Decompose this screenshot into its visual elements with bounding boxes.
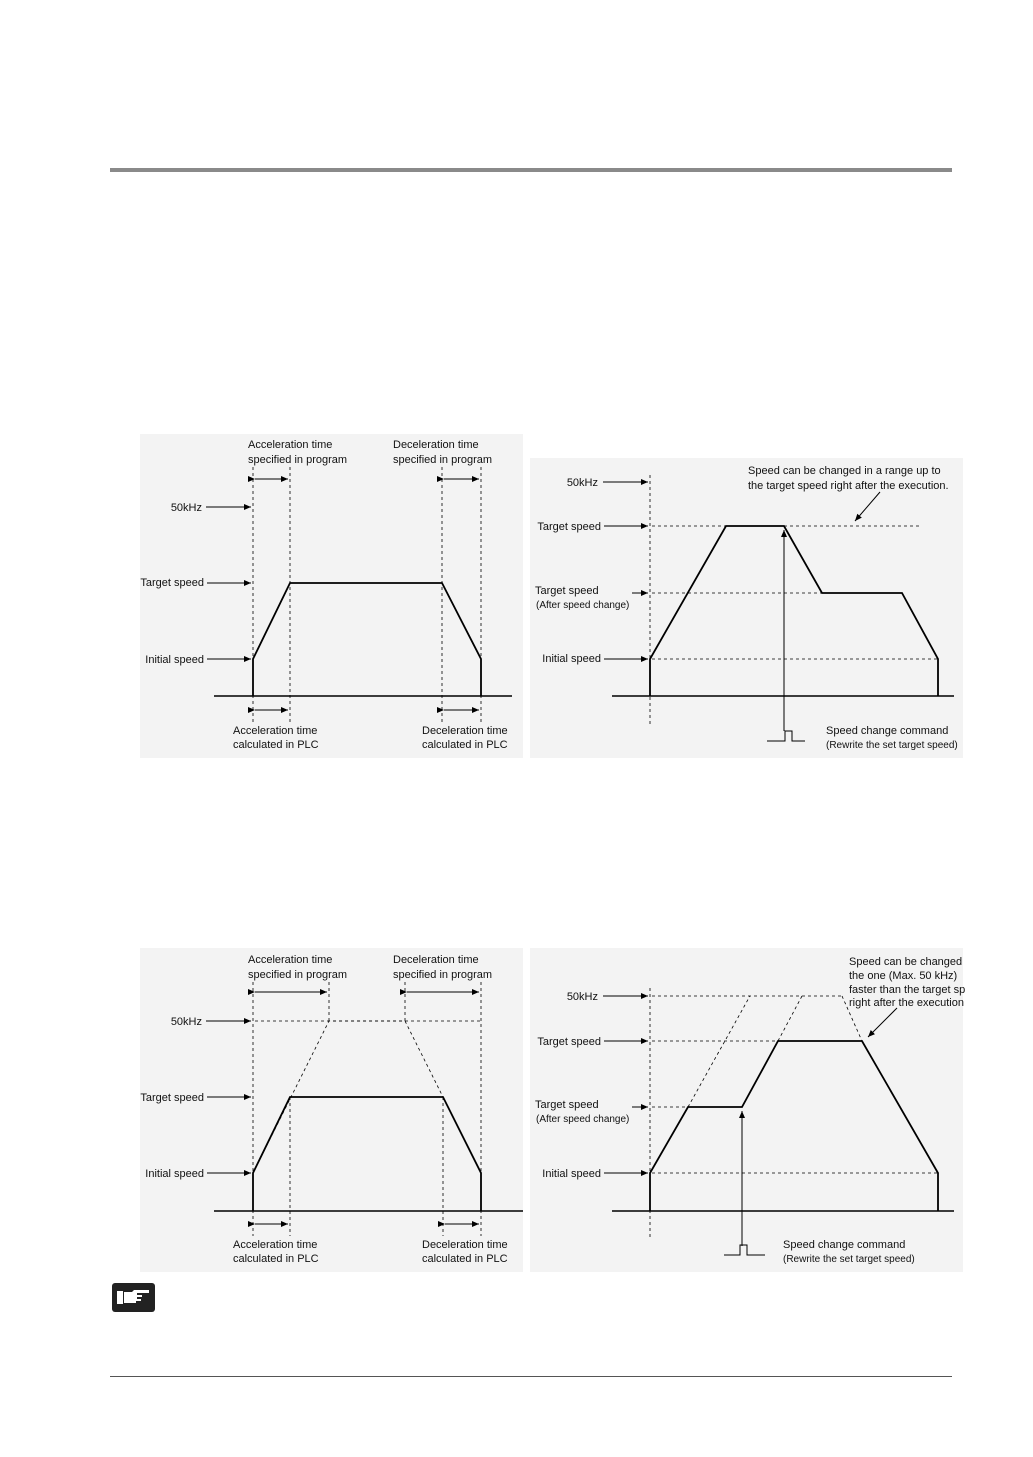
speed-profile — [650, 526, 938, 696]
target-label: Target speed — [140, 577, 204, 589]
target-label: Target speed — [140, 1092, 204, 1104]
decel-prog-label: Deceleration time — [393, 954, 479, 966]
decel-plc-label: calculated in PLC — [422, 1253, 508, 1265]
accel-prog-label: specified in program — [248, 454, 348, 466]
command-label: (Rewrite the set target speed) — [826, 740, 958, 751]
speed-profile — [253, 1097, 481, 1211]
note-arrow — [868, 1008, 897, 1037]
decel-prog-label: Deceleration time — [393, 439, 479, 451]
note-label: the target speed right after the execution. — [748, 480, 949, 492]
speed-profile — [253, 583, 481, 696]
decel-plc-label: calculated in PLC — [422, 739, 508, 751]
decel-plc-label: Deceleration time — [422, 1239, 508, 1251]
accel-prog-label: Acceleration time — [248, 954, 333, 966]
initial-label: Initial speed — [542, 1168, 601, 1180]
freq-label: 50kHz — [170, 502, 202, 514]
target-after-label: (After speed change) — [536, 600, 630, 611]
guide-line — [778, 996, 802, 1041]
freq-label: 50kHz — [170, 1016, 202, 1028]
diagram-2 — [535, 465, 958, 751]
target-after-label: (After speed change) — [536, 1114, 630, 1125]
diagram-1 — [140, 439, 512, 751]
note-label: faster than the target sp — [849, 984, 966, 996]
speed-profile — [650, 1041, 938, 1211]
command-label: Speed change command — [783, 1239, 906, 1251]
target-label: Target speed — [537, 521, 601, 533]
diagram-4 — [535, 956, 965, 1265]
accel-plc-label: Acceleration time — [233, 1239, 318, 1251]
note-label: Speed can be changed in a range up to — [748, 465, 941, 477]
freq-label: 50kHz — [566, 477, 598, 489]
target-label: Target speed — [537, 1036, 601, 1048]
decel-plc-label: Deceleration time — [422, 725, 508, 737]
initial-label: Initial speed — [542, 653, 601, 665]
accel-plc-label: Acceleration time — [233, 725, 318, 737]
decel-prog-label: specified in program — [393, 969, 493, 981]
accel-prog-label: specified in program — [248, 969, 348, 981]
accel-plc-label: calculated in PLC — [233, 1253, 319, 1265]
initial-label: Initial speed — [145, 654, 204, 666]
command-pulse — [724, 1245, 765, 1255]
freq-label: 50kHz — [566, 991, 598, 1003]
command-label: (Rewrite the set target speed) — [783, 1254, 915, 1265]
accel-plc-label: calculated in PLC — [233, 739, 319, 751]
pointing-hand-icon — [112, 1283, 155, 1312]
command-pulse — [767, 731, 805, 741]
target-after-label: Target speed — [535, 585, 599, 597]
note-label: right after the execution — [849, 997, 964, 1009]
accel-prog-label: Acceleration time — [248, 439, 333, 451]
diagram-3 — [140, 954, 523, 1265]
note-label: Speed can be changed — [849, 956, 963, 968]
initial-label: Initial speed — [145, 1168, 204, 1180]
decel-prog-label: specified in program — [393, 454, 493, 466]
command-label: Speed change command — [826, 725, 949, 737]
target-after-label: Target speed — [535, 1099, 599, 1111]
footer-rule — [110, 1376, 952, 1377]
guide-line — [688, 996, 750, 1107]
note-arrow — [855, 492, 880, 521]
note-label: the one (Max. 50 kHz) — [849, 970, 958, 982]
